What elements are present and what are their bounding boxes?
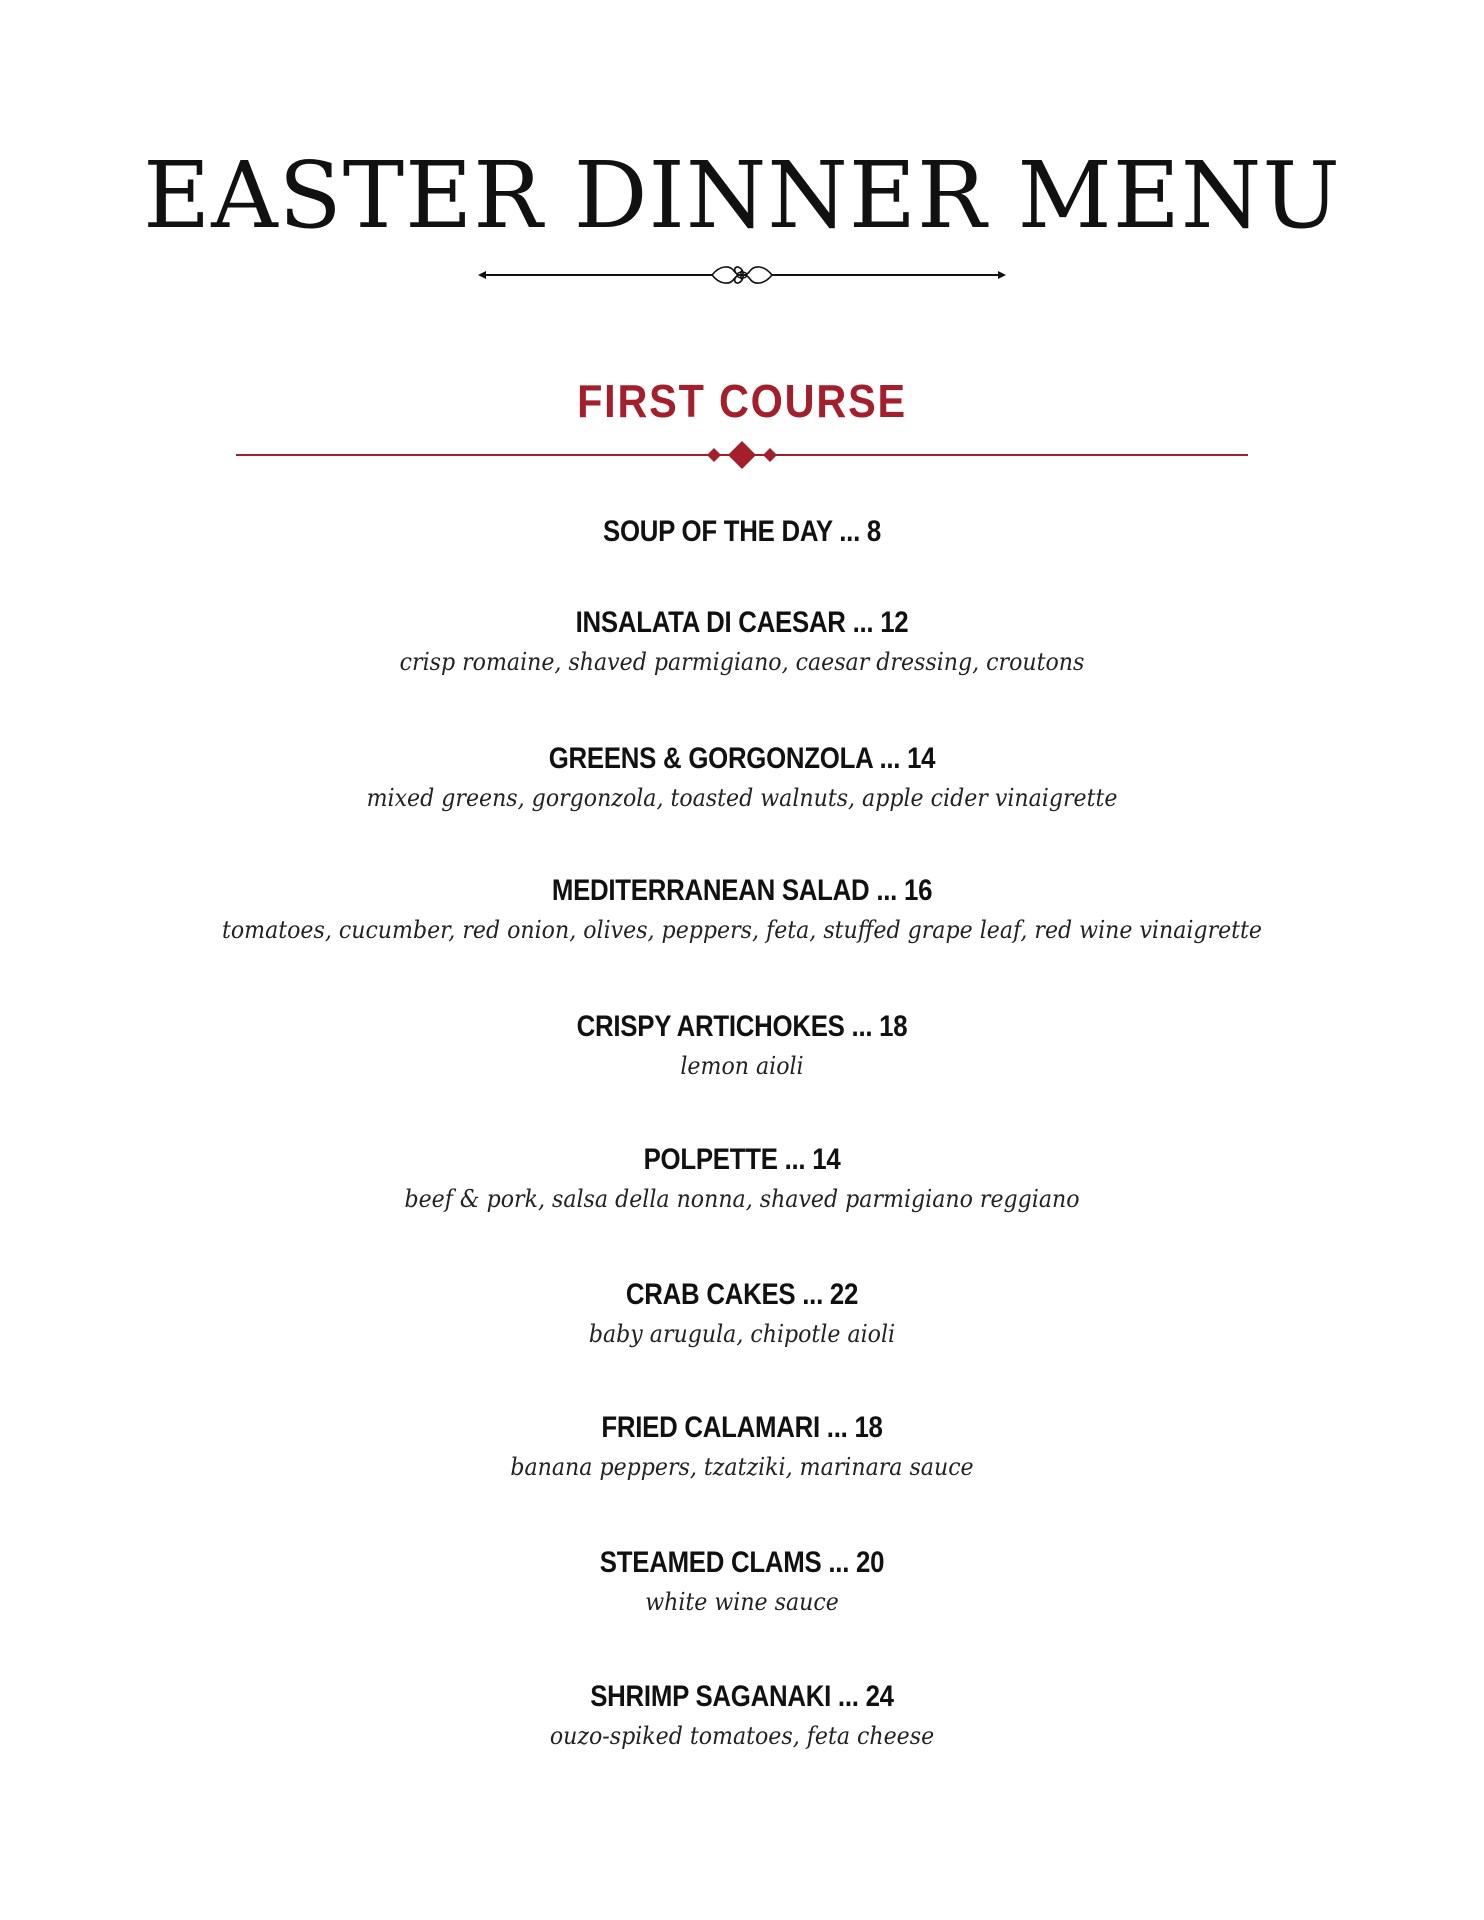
menu-item-name: POLPETTE ... 14 <box>643 1143 841 1176</box>
title-flourish-ornament <box>476 260 1008 290</box>
menu-item-name: CRAB CAKES ... 22 <box>625 1278 859 1311</box>
menu-item <box>0 514 1484 550</box>
menu-item-description: beef & pork, salsa della nonna, shaved parmigiano reggiano <box>404 1185 1080 1213</box>
menu-item-name: SHRIMP SAGANAKI ... 24 <box>590 1680 894 1713</box>
menu-item <box>0 741 1484 815</box>
menu-item-description: ouzo-spiked tomatoes, feta cheese <box>549 1722 935 1750</box>
menu-item <box>0 1410 1484 1484</box>
section-divider-ornament <box>236 440 1248 470</box>
section-title: FIRST COURSE <box>577 375 907 427</box>
menu-item-description: mixed greens, gorgonzola, toasted walnuts, apple cider vinaigrette <box>366 784 1118 812</box>
menu-item-name: STEAMED CLAMS ... 20 <box>599 1546 885 1579</box>
menu-item-description: white wine sauce <box>645 1588 839 1616</box>
menu-item-description: lemon aioli <box>680 1052 804 1080</box>
menu-item-description: tomatoes, cucumber, red onion, olives, peppers, feta, stuffed grape leaf, red wine vinaigrette <box>221 916 1263 944</box>
menu-item <box>0 1277 1484 1351</box>
menu-item-description: banana peppers, tzatziki, marinara sauce <box>510 1453 974 1481</box>
menu-item-description: crisp romaine, shaved parmigiano, caesar dressing, croutons <box>399 648 1085 676</box>
menu-item-name: SOUP OF THE DAY ... 8 <box>603 515 881 548</box>
menu-item-name: CRISPY ARTICHOKES ... 18 <box>576 1010 908 1043</box>
menu-item <box>0 1545 1484 1619</box>
menu-item <box>0 1679 1484 1753</box>
menu-item-name: INSALATA DI CAESAR ... 12 <box>575 606 909 639</box>
menu-item-description: baby arugula, chipotle aioli <box>588 1320 896 1348</box>
menu-title: EASTER DINNER MENU <box>143 142 1341 249</box>
menu-item-name: FRIED CALAMARI ... 18 <box>601 1411 883 1444</box>
menu-item-name: MEDITERRANEAN SALAD ... 16 <box>551 874 933 907</box>
menu-item <box>0 1009 1484 1083</box>
menu-item-name: GREENS & GORGONZOLA ... 14 <box>548 742 936 775</box>
menu-item <box>0 605 1484 679</box>
menu-item <box>0 1142 1484 1216</box>
menu-item <box>0 873 1484 947</box>
